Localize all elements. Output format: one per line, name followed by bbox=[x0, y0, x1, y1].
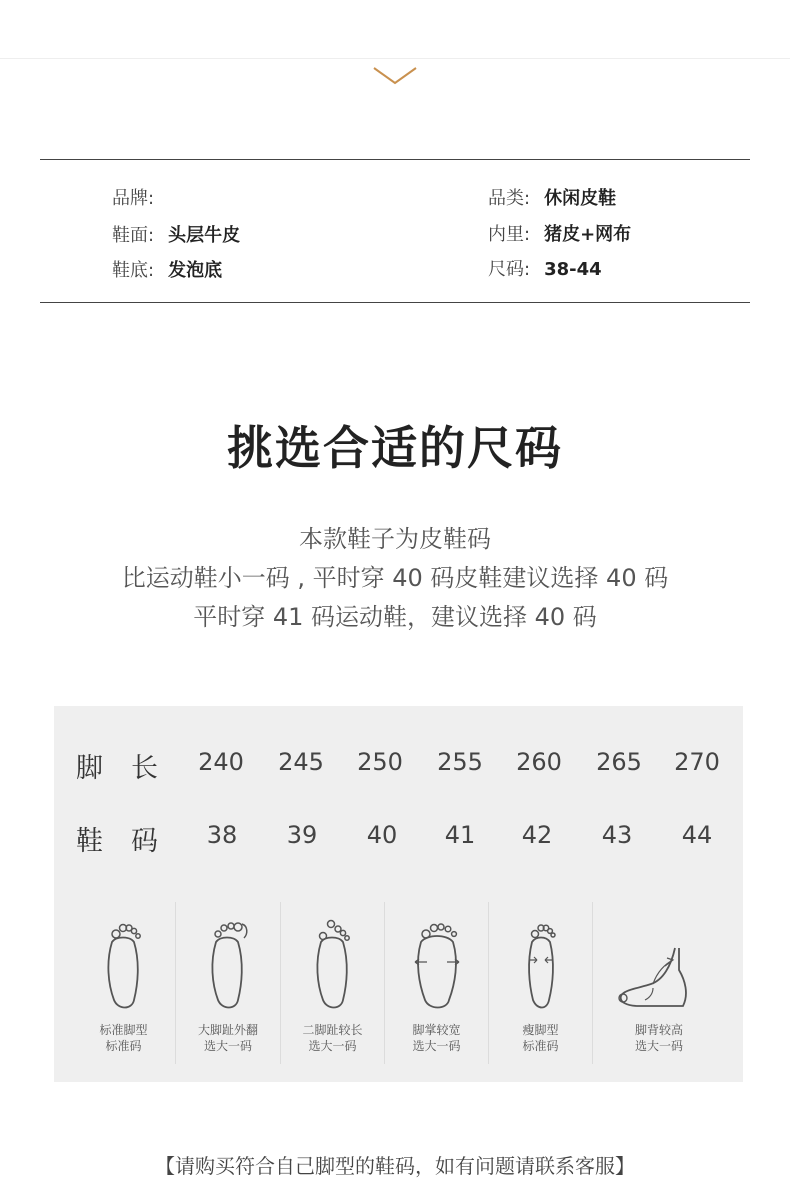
caption-line1: 脚背较高 bbox=[634, 1023, 683, 1037]
foot-type-caption bbox=[489, 1022, 592, 1054]
chevron-down-icon bbox=[372, 66, 418, 86]
upper-value: 头层牛皮 bbox=[168, 225, 241, 246]
caption-line1: 大脚趾外翻 bbox=[197, 1023, 258, 1037]
foot-length-label: 脚长 bbox=[76, 753, 186, 784]
upper-label: 鞋面: bbox=[112, 225, 155, 246]
thin-foot-icon bbox=[511, 914, 571, 1010]
foot-type-caption bbox=[72, 1022, 175, 1054]
footer-note: 【请购买符合自己脚型的鞋码，如有问题请联系客服】 bbox=[155, 1154, 635, 1178]
section-title: 挑选合适的尺码 bbox=[227, 421, 563, 475]
shoe-size-cell: 43 bbox=[601, 821, 633, 849]
shoe-size-cell: 38 bbox=[206, 821, 238, 849]
caption-line2: 标准码 bbox=[522, 1039, 559, 1053]
shoe-size-cell: 40 bbox=[366, 821, 398, 849]
lining-label: 内里: bbox=[488, 224, 531, 245]
caption-line1: 脚掌较宽 bbox=[412, 1023, 461, 1037]
size-chart-panel bbox=[54, 706, 743, 1082]
foot-length-cell: 245 bbox=[278, 748, 324, 776]
spec-brand bbox=[112, 184, 168, 210]
brand-label: 品牌: bbox=[112, 188, 155, 209]
foot-length-cell: 260 bbox=[516, 748, 562, 776]
shoe-size-label: 鞋码 bbox=[76, 826, 186, 857]
note-line: 本款鞋子为皮鞋码 bbox=[299, 525, 491, 553]
foot-length-cell: 250 bbox=[357, 748, 403, 776]
note-line: 平时穿 41 码运动鞋，建议选择 40 码 bbox=[193, 603, 597, 631]
category-label: 品类: bbox=[488, 188, 531, 209]
lining-value: 猪皮+网布 bbox=[544, 224, 632, 245]
foot-type-caption bbox=[593, 1022, 725, 1054]
foot-type-thin bbox=[488, 902, 592, 1064]
size-notes bbox=[0, 520, 790, 637]
foot-length-cell: 270 bbox=[674, 748, 720, 776]
spec-category bbox=[488, 184, 616, 210]
foot-type-normal bbox=[72, 902, 175, 1064]
shoe-size-cell: 39 bbox=[286, 821, 318, 849]
caption-line2: 选大一码 bbox=[308, 1039, 357, 1053]
spec-lining bbox=[488, 220, 631, 246]
note-line: 比运动鞋小一码 , 平时穿 40 码皮鞋建议选择 40 码 bbox=[121, 564, 669, 592]
size-label: 尺码: bbox=[488, 259, 531, 280]
sole-value: 发泡底 bbox=[168, 260, 223, 281]
top-divider bbox=[0, 58, 790, 59]
caption-line2: 选大一码 bbox=[203, 1039, 252, 1053]
shoe-size-cell: 41 bbox=[444, 821, 476, 849]
shoe-size-cell: 44 bbox=[681, 821, 713, 849]
spec-size bbox=[488, 255, 602, 281]
normal-foot-icon bbox=[94, 914, 154, 1010]
foot-type-high-instep bbox=[592, 902, 725, 1064]
foot-type-long-second-toe bbox=[280, 902, 384, 1064]
foot-type-caption bbox=[385, 1022, 488, 1054]
foot-length-cell: 255 bbox=[437, 748, 483, 776]
caption-line1: 瘦脚型 bbox=[522, 1023, 559, 1037]
foot-length-cell: 265 bbox=[596, 748, 642, 776]
caption-line2: 选大一码 bbox=[412, 1039, 461, 1053]
sole-label: 鞋底: bbox=[112, 260, 155, 281]
foot-type-wide bbox=[384, 902, 488, 1064]
size-value: 38-44 bbox=[544, 259, 602, 280]
foot-type-caption bbox=[176, 1022, 280, 1054]
foot-type-caption bbox=[281, 1022, 384, 1054]
foot-type-bunion bbox=[175, 902, 280, 1064]
foot-length-cell: 240 bbox=[198, 748, 244, 776]
shoe-size-cell: 42 bbox=[521, 821, 553, 849]
bunion-foot-icon bbox=[198, 914, 258, 1010]
long-second-toe-icon bbox=[303, 914, 363, 1010]
caption-line2: 选大一码 bbox=[634, 1039, 683, 1053]
caption-line1: 标准脚型 bbox=[99, 1023, 148, 1037]
caption-line2: 标准码 bbox=[105, 1039, 142, 1053]
spec-table bbox=[40, 159, 750, 303]
caption-line1: 二脚趾较长 bbox=[302, 1023, 363, 1037]
spec-sole bbox=[112, 256, 222, 282]
category-value: 休闲皮鞋 bbox=[544, 188, 617, 209]
high-instep-icon bbox=[609, 914, 709, 1010]
spec-upper bbox=[112, 221, 240, 247]
wide-foot-icon bbox=[407, 914, 467, 1010]
